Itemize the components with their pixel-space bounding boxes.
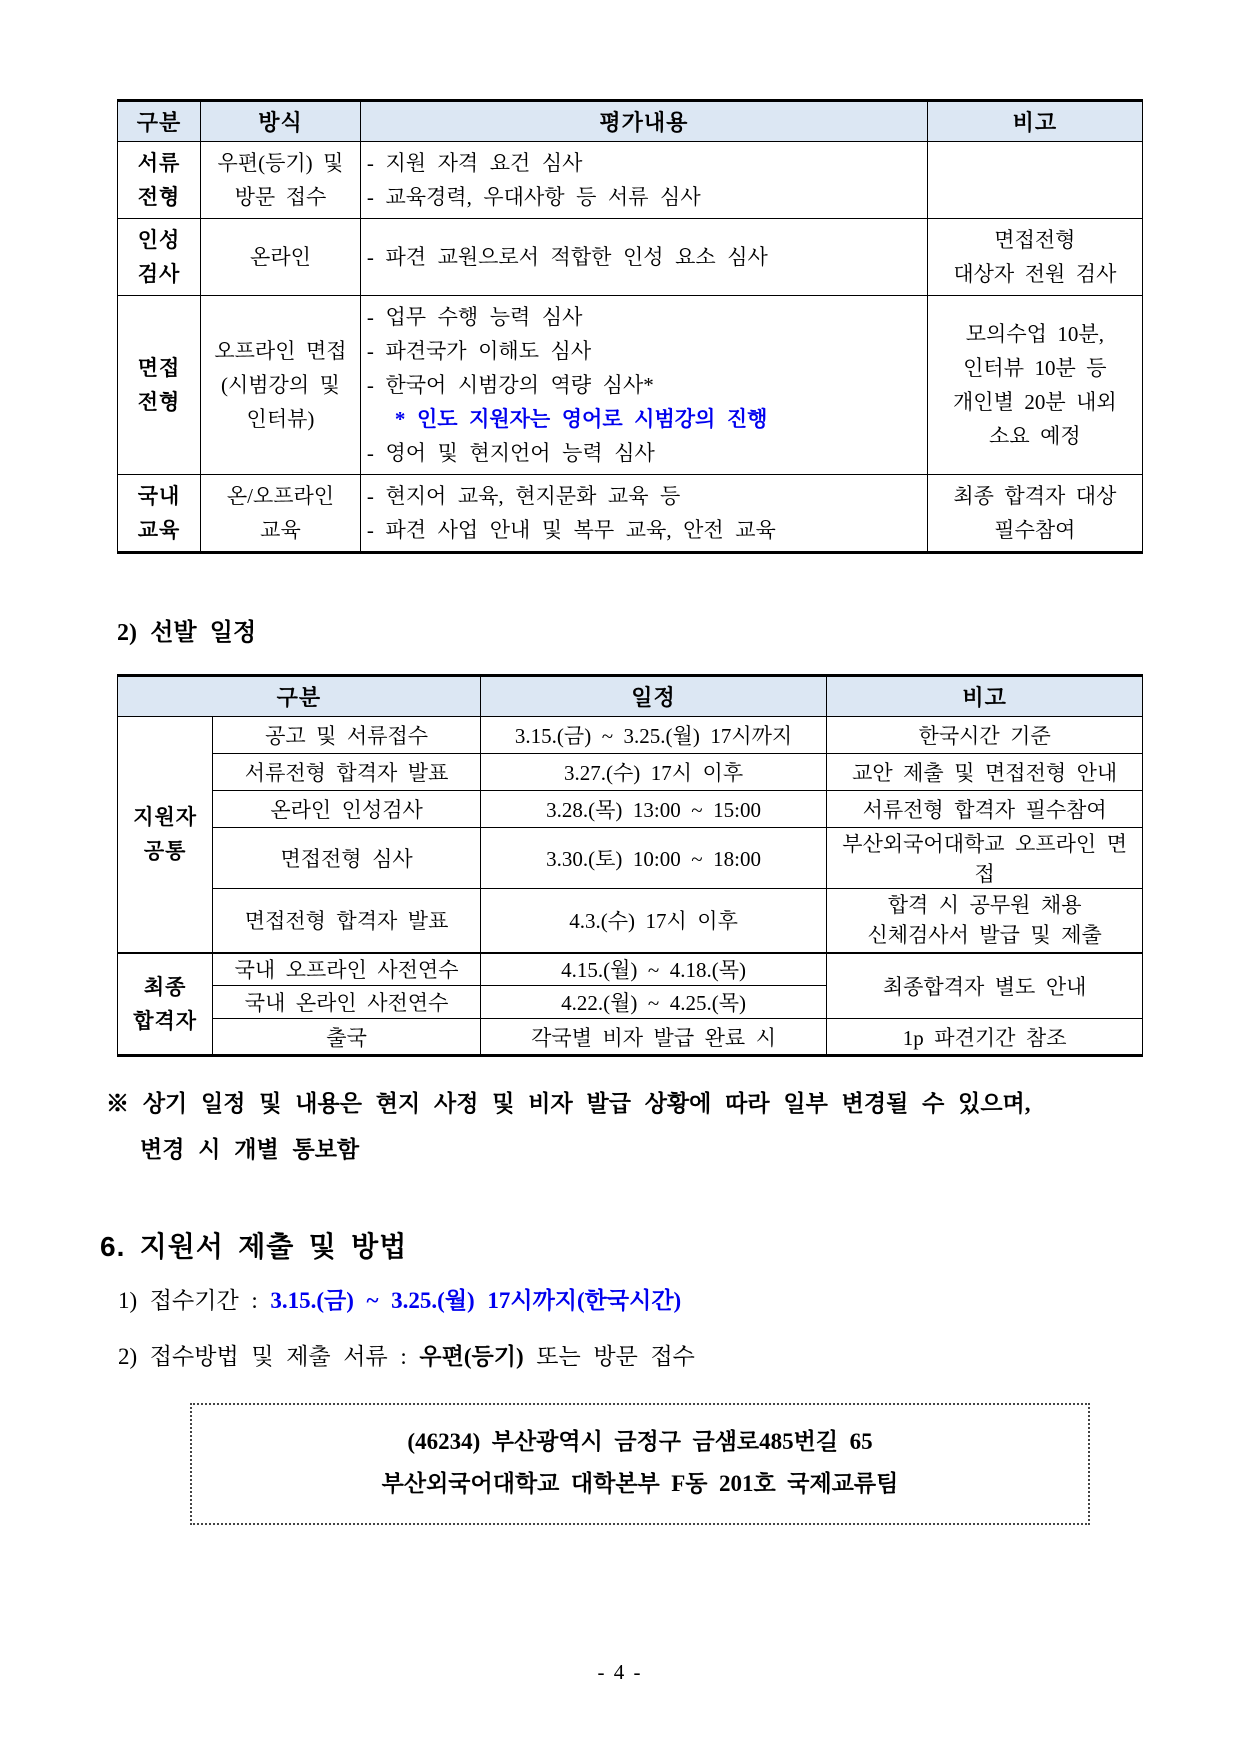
- group-line: 최종: [143, 974, 187, 999]
- method-line: 온/오프라인: [226, 484, 335, 508]
- method-line: 인터뷰): [246, 407, 315, 431]
- note-line: 모의수업 10분,: [965, 322, 1104, 346]
- table-row: [118, 1019, 1143, 1056]
- cell-item: 국내 오프라인 사전연수: [213, 953, 481, 986]
- cell-schedule: 3.27.(수) 17시 이후: [480, 754, 826, 791]
- submission-method-item: [118, 1337, 1240, 1377]
- table-row: [118, 142, 1143, 219]
- group-line: 합격자: [133, 1008, 198, 1033]
- cell-content: [360, 296, 927, 475]
- table-row: [118, 889, 1143, 953]
- cell-group-final: [118, 953, 213, 1056]
- cell-note: [927, 296, 1142, 475]
- cell-note: 최종합격자 별도 안내: [827, 953, 1143, 1019]
- submission-section-heading: 6. 지원서 제출 및 방법: [100, 1231, 408, 1262]
- method-line: (시범강의 및: [220, 373, 340, 397]
- cell-category: [118, 296, 201, 475]
- cell-note: [927, 219, 1142, 296]
- content-line: - 현지어 교육, 현지문화 교육 등: [366, 484, 681, 508]
- table1-header-category: 구분: [118, 101, 201, 142]
- note-line: 면접전형: [994, 228, 1076, 252]
- cell-note: 부산외국어대학교 오프라인 면접: [827, 828, 1143, 889]
- cell-note: 서류전형 합격자 필수참여: [827, 791, 1143, 828]
- category-line: 서류: [137, 151, 181, 175]
- cell-method: [201, 219, 361, 296]
- submission-method-rest: 또는 방문 접수: [523, 1344, 695, 1369]
- address-line-1: (46234) 부산광역시 금정구 금샘로485번길 65: [407, 1429, 873, 1454]
- content-highlight-line: * 인도 지원자는 영어로 시범강의 진행: [394, 407, 768, 431]
- change-notice: [106, 1081, 1240, 1173]
- category-line: 인성: [137, 228, 181, 252]
- notice-line-1: [106, 1081, 1240, 1127]
- cell-schedule: 4.15.(월) ~ 4.18.(목): [480, 953, 826, 986]
- table-row: [118, 791, 1143, 828]
- table1-header-row: [118, 101, 1143, 142]
- method-line: 온라인: [250, 245, 311, 269]
- table-row: [118, 475, 1143, 553]
- cell-group-applicants: [118, 717, 213, 953]
- note-line: 개인별 20분 내외: [953, 390, 1117, 414]
- method-line: 교육: [260, 518, 301, 542]
- cell-note: [927, 142, 1142, 219]
- category-line: 전형: [137, 185, 181, 209]
- page-number: - 4 -: [597, 1660, 643, 1684]
- content-line: - 영어 및 현지언어 능력 심사: [366, 441, 655, 465]
- table2-header-schedule: 일정: [480, 676, 826, 717]
- note-line: 대상자 전원 검사: [953, 262, 1117, 286]
- cell-note: 한국시간 기준: [827, 717, 1143, 754]
- category-line: 면접: [137, 356, 181, 380]
- submission-period-value: 3.15.(금) ~ 3.25.(월) 17시까지(한국시간): [270, 1288, 682, 1313]
- address-line-2: 부산외국어대학교 대학본부 F동 201호 국제교류팀: [381, 1471, 899, 1496]
- table1-header-method: 방식: [201, 101, 361, 142]
- cell-note: 교안 제출 및 면접전형 안내: [827, 754, 1143, 791]
- cell-method: [201, 296, 361, 475]
- table-row: [118, 828, 1143, 889]
- cell-category: [118, 475, 201, 553]
- content-line: - 파견 교원으로서 적합한 인성 요소 심사: [366, 245, 768, 269]
- content-line: - 업무 수행 능력 심사: [366, 305, 583, 329]
- cell-content: [360, 219, 927, 296]
- cell-schedule: 3.30.(토) 10:00 ~ 18:00: [480, 828, 826, 889]
- note-line: 소요 예정: [989, 424, 1081, 448]
- notice-text-1: 상기 일정 및 내용은 현지 사정 및 비자 발급 상황에 따라 일부 변경될 수 있으며,: [142, 1091, 1031, 1116]
- cell-schedule: 3.15.(금) ~ 3.25.(월) 17시까지: [480, 717, 826, 754]
- table-row: [118, 754, 1143, 791]
- category-line: 검사: [137, 262, 181, 286]
- table2-header-note: 비고: [827, 676, 1143, 717]
- table2-header-category: 구분: [118, 676, 481, 717]
- cell-schedule: 3.28.(목) 13:00 ~ 15:00: [480, 791, 826, 828]
- group-line: 공통: [143, 839, 187, 864]
- submission-method-label: 2) 접수방법 및 제출 서류 :: [118, 1344, 420, 1369]
- table-row: [118, 219, 1143, 296]
- cell-method: [201, 142, 361, 219]
- cell-schedule: 4.22.(월) ~ 4.25.(목): [480, 986, 826, 1019]
- cell-content: [360, 475, 927, 553]
- table2-header-row: [118, 676, 1143, 717]
- submission-period-item: [118, 1281, 1240, 1321]
- cell-content: [360, 142, 927, 219]
- schedule-section-heading: 2) 선발 일정: [117, 620, 257, 646]
- table1-header-note: 비고: [927, 101, 1142, 142]
- cell-item: 온라인 인성검사: [213, 791, 481, 828]
- cell-category: [118, 219, 201, 296]
- method-line: 오프라인 면접: [214, 339, 347, 363]
- cell-item: 서류전형 합격자 발표: [213, 754, 481, 791]
- notice-line-2: 변경 시 개별 통보함: [140, 1137, 360, 1162]
- category-line: 교육: [137, 518, 181, 542]
- content-line: - 파견 사업 안내 및 복무 교육, 안전 교육: [366, 518, 776, 542]
- group-line: 지원자: [133, 805, 198, 830]
- cell-item: 공고 및 서류접수: [213, 717, 481, 754]
- table1-header-content: 평가내용: [360, 101, 927, 142]
- note-line: 신체검사서 발급 및 제출: [867, 923, 1102, 948]
- table-row: [118, 717, 1143, 754]
- cell-item: 출국: [213, 1019, 481, 1056]
- cell-note: [827, 889, 1143, 953]
- category-line: 국내: [137, 484, 181, 508]
- cell-method: [201, 475, 361, 553]
- content-line: - 지원 자격 요건 심사: [366, 151, 583, 175]
- cell-note: 1p 파견기간 참조: [827, 1019, 1143, 1056]
- submission-method-bold: 우편(등기): [419, 1344, 524, 1369]
- cell-schedule: 4.3.(수) 17시 이후: [480, 889, 826, 953]
- cell-note: [927, 475, 1142, 553]
- cell-item: 면접전형 합격자 발표: [213, 889, 481, 953]
- category-line: 전형: [137, 390, 181, 414]
- content-line: - 교육경력, 우대사항 등 서류 심사: [366, 185, 701, 209]
- selection-method-table: [117, 99, 1143, 554]
- cell-category: [118, 142, 201, 219]
- content-line: - 파견국가 이해도 심사: [366, 339, 592, 363]
- submission-period-label: 1) 접수기간 :: [118, 1288, 271, 1313]
- notice-marker: ※: [106, 1091, 129, 1116]
- method-line: 우편(등기) 및: [217, 151, 344, 175]
- cell-item: 국내 온라인 사전연수: [213, 986, 481, 1019]
- method-line: 방문 접수: [234, 185, 327, 209]
- note-line: 최종 합격자 대상: [953, 484, 1117, 508]
- note-line: 필수참여: [994, 518, 1076, 542]
- table-row: [118, 296, 1143, 475]
- content-line: - 한국어 시범강의 역량 심사*: [366, 373, 654, 397]
- cell-item: 면접전형 심사: [213, 828, 481, 889]
- schedule-table: [117, 674, 1143, 1057]
- table-row: [118, 953, 1143, 986]
- note-line: 합격 시 공무원 채용: [887, 893, 1082, 918]
- mailing-address-box: [190, 1403, 1090, 1525]
- cell-schedule: 각국별 비자 발급 완료 시: [480, 1019, 826, 1056]
- note-line: 인터뷰 10분 등: [963, 356, 1107, 380]
